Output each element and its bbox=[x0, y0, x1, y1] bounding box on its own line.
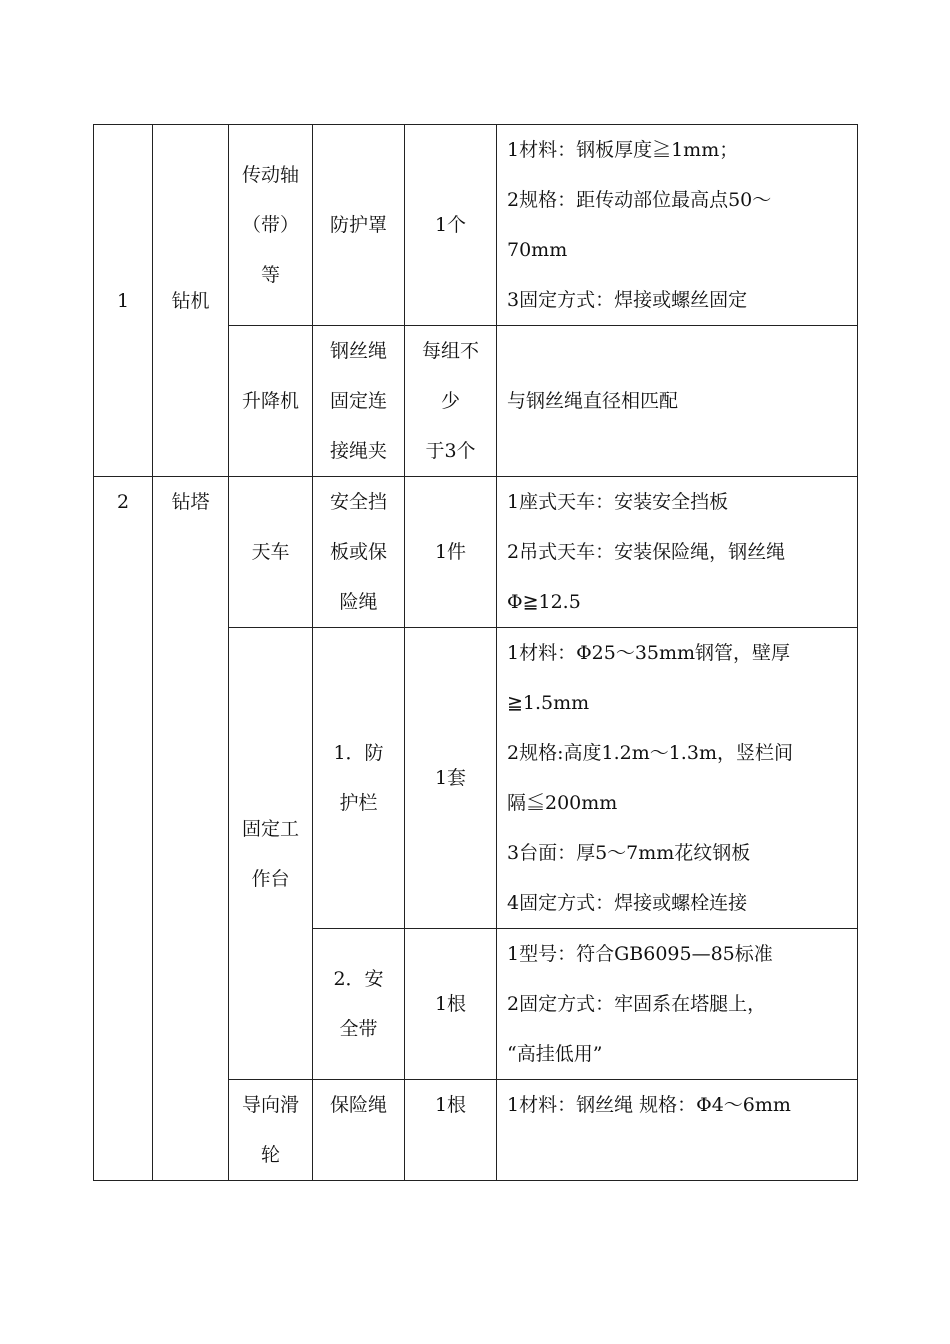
facility-cell: 保险绳 bbox=[313, 1080, 405, 1181]
requirement-line: ≧1.5mm bbox=[507, 692, 590, 714]
requirement-cell bbox=[497, 1080, 858, 1181]
quantity-line: 少 bbox=[440, 390, 460, 412]
quantity-cell: 1根 bbox=[405, 929, 497, 1080]
requirement-line: 1材料：Φ25～35mm钢管，壁厚 bbox=[507, 642, 791, 664]
facility-line: 安全挡 bbox=[329, 491, 387, 513]
facility-line: 1．防 bbox=[333, 742, 384, 764]
requirement-line: “高挂低用” bbox=[507, 1043, 603, 1065]
requirement-line: 3固定方式：焊接或螺丝固定 bbox=[507, 289, 748, 311]
requirement-line: 1型号：符合GB6095—85标准 bbox=[507, 943, 773, 965]
part-line: 固定工 bbox=[241, 817, 299, 840]
part-cell: 升降机 bbox=[229, 326, 313, 477]
part-cell bbox=[229, 628, 313, 1080]
requirement-line: 3台面：厚5～7mm花纹钢板 bbox=[507, 842, 751, 864]
equipment-name: 钻塔 bbox=[153, 477, 229, 1181]
facility-line: 板或保 bbox=[329, 541, 387, 563]
facility-line: 护栏 bbox=[339, 792, 378, 814]
requirement-cell bbox=[497, 125, 858, 326]
quantity-line: 每组不 bbox=[421, 340, 479, 362]
row-number: 1 bbox=[94, 125, 153, 477]
requirement-line: Φ≧12.5 bbox=[507, 591, 581, 613]
requirement-line: 70mm bbox=[507, 239, 568, 261]
part-line: 传动轴 bbox=[241, 164, 299, 186]
requirement-line: 隔≦200mm bbox=[507, 792, 618, 814]
requirement-cell bbox=[497, 929, 858, 1080]
part-cell: 天车 bbox=[229, 477, 313, 628]
requirement-line: 2吊式天车：安装保险绳，钢丝绳 bbox=[507, 541, 786, 563]
table-row bbox=[94, 125, 858, 326]
part-line: （带） bbox=[241, 214, 299, 236]
row-number: 2 bbox=[94, 477, 153, 1181]
part-line: 作台 bbox=[251, 867, 290, 890]
quantity-cell: 1根 bbox=[405, 1080, 497, 1181]
facility-cell bbox=[313, 929, 405, 1080]
quantity-cell: 1个 bbox=[405, 125, 497, 326]
part-cell bbox=[229, 125, 313, 326]
facility-line: 接绳夹 bbox=[329, 440, 387, 462]
facility-line: 全带 bbox=[339, 1018, 378, 1040]
quantity-cell: 1件 bbox=[405, 477, 497, 628]
facility-cell bbox=[313, 477, 405, 628]
requirement-cell bbox=[497, 326, 858, 477]
table-row bbox=[94, 477, 858, 628]
requirement-line: 2规格：距传动部位最高点50～ bbox=[507, 189, 772, 211]
requirement-line: 1材料：钢板厚度≧1mm； bbox=[507, 139, 739, 161]
part-line: 导向滑 bbox=[241, 1094, 299, 1116]
part-line: 等 bbox=[260, 264, 280, 286]
facility-line: 2．安 bbox=[333, 968, 384, 990]
requirement-line: 2规格:高度1.2m～1.3m，竖栏间 bbox=[507, 742, 793, 764]
facility-line: 险绳 bbox=[339, 591, 378, 613]
requirement-line: 2固定方式：牢固系在塔腿上， bbox=[507, 993, 767, 1015]
facility-line: 固定连 bbox=[329, 390, 387, 412]
facility-line: 钢丝绳 bbox=[329, 340, 387, 362]
requirement-line: 1材料：钢丝绳 规格：Φ4～6mm bbox=[507, 1094, 791, 1116]
part-cell bbox=[229, 1080, 313, 1181]
requirement-line: 1座式天车：安装安全挡板 bbox=[507, 491, 729, 513]
quantity-cell bbox=[405, 326, 497, 477]
equipment-name: 钻机 bbox=[153, 125, 229, 477]
requirement-line: 4固定方式：焊接或螺栓连接 bbox=[507, 892, 748, 914]
facility-cell: 防护罩 bbox=[313, 125, 405, 326]
requirement-cell bbox=[497, 477, 858, 628]
requirement-cell bbox=[497, 628, 858, 929]
safety-spec-table bbox=[93, 124, 858, 1181]
quantity-line: 于3个 bbox=[425, 440, 476, 462]
facility-cell bbox=[313, 628, 405, 929]
facility-cell bbox=[313, 326, 405, 477]
quantity-cell: 1套 bbox=[405, 628, 497, 929]
part-line: 轮 bbox=[260, 1144, 280, 1166]
requirement-line: 与钢丝绳直径相匹配 bbox=[507, 390, 679, 412]
